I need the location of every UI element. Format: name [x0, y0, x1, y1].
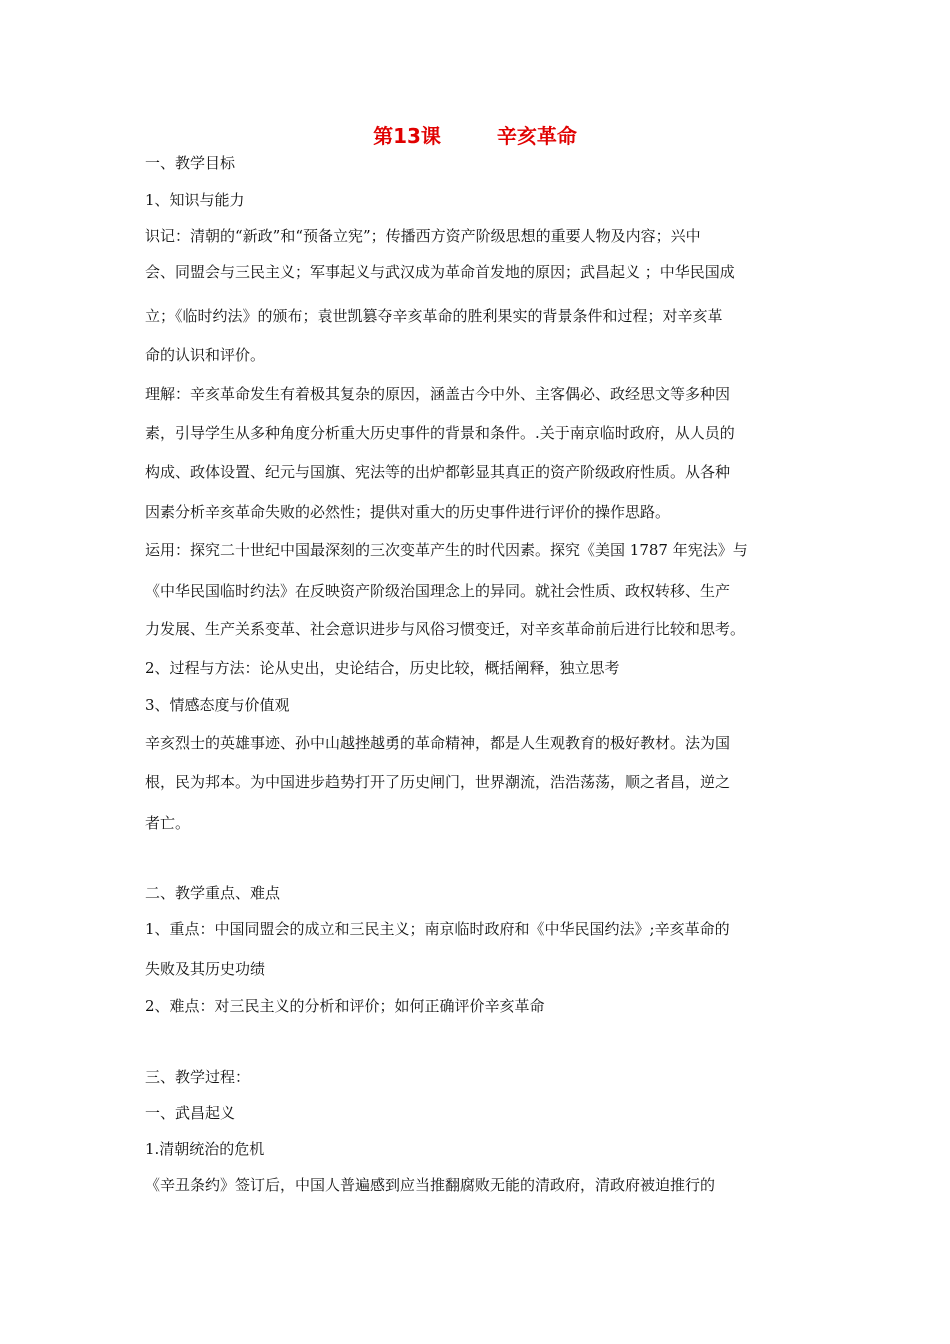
paragraph-line: 辛亥烈士的英雄事迹、孙中山越挫越勇的革命精神，都是人生观教育的极好教材。法为国	[145, 734, 731, 752]
paragraph-line: 《辛丑条约》签订后，中国人普遍感到应当推翻腐败无能的清政府，清政府被迫推行的	[145, 1176, 716, 1194]
paragraph-line: 2、难点：对三民主义的分析和评价；如何正确评价辛亥革命	[145, 997, 545, 1015]
paragraph-line: 《中华民国临时约法》在反映资产阶级治国理念上的异同。就社会性质、政权转移、生产	[145, 582, 731, 600]
paragraph-line: 根，民为邦本。为中国进步趋势打开了历史闸门，世界潮流，浩浩荡荡，顺之者昌，逆之	[145, 773, 731, 791]
page-title	[0, 120, 950, 152]
paragraph-line: 2、过程与方法：论从史出，史论结合，历史比较，概括阐释，独立思考	[145, 659, 620, 677]
paragraph-line: 者亡。	[145, 814, 191, 832]
subsection-heading: 3、情感态度与价值观	[145, 696, 290, 714]
subsection-heading: 1.清朝统治的危机	[145, 1140, 265, 1158]
paragraph-line: 理解：辛亥革命发生有着极其复杂的原因，涵盖古今中外、主客偶必、政经思文等多种因	[145, 385, 731, 403]
lesson-name: 辛亥革命	[496, 124, 577, 148]
paragraph-line: 构成、政体设置、纪元与国旗、宪法等的出炉都彰显其真正的资产阶级政府性质。从各种	[145, 463, 731, 481]
paragraph-line: 运用：探究二十世纪中国最深刻的三次变革产生的时代因素。探究《美国 1787 年宪法》与	[145, 541, 748, 559]
section-heading: 二、教学重点、难点	[145, 884, 281, 902]
subsection-heading: 1、知识与能力	[145, 191, 245, 209]
subsection-heading: 一、武昌起义	[145, 1104, 236, 1122]
section-heading: 三、教学过程：	[145, 1068, 251, 1086]
paragraph-line: 识记：清朝的“新政”和“预备立宪”；传播西方资产阶级思想的重要人物及内容；兴中	[145, 227, 701, 245]
paragraph-line: 会、同盟会与三民主义；军事起义与武汉成为革命首发地的原因；武昌起义 ；中华民国成	[145, 263, 735, 281]
paragraph-line: 力发展、生产关系变革、社会意识进步与风俗习惯变迁，对辛亥革命前后进行比较和思考。	[145, 620, 746, 638]
paragraph-line: 命的认识和评价。	[145, 346, 266, 364]
paragraph-line: 1、重点：中国同盟会的成立和三民主义；南京临时政府和《中华民国约法》;辛亥革命的	[145, 920, 730, 938]
paragraph-line: 立；《临时约法》的颁布；袁世凯篡夺辛亥革命的胜利果实的背景条件和过程；对辛亥革	[145, 307, 723, 325]
lesson-number: 第13课	[373, 124, 441, 148]
section-heading: 一、教学目标	[145, 154, 236, 172]
paragraph-line: 素，引导学生从多种角度分析重大历史事件的背景和条件。.关于南京临时政府，从人员的	[145, 424, 735, 442]
paragraph-line: 失败及其历史功绩	[145, 960, 266, 978]
paragraph-line: 因素分析辛亥革命失败的必然性；提供对重大的历史事件进行评价的操作思路。	[145, 503, 671, 521]
